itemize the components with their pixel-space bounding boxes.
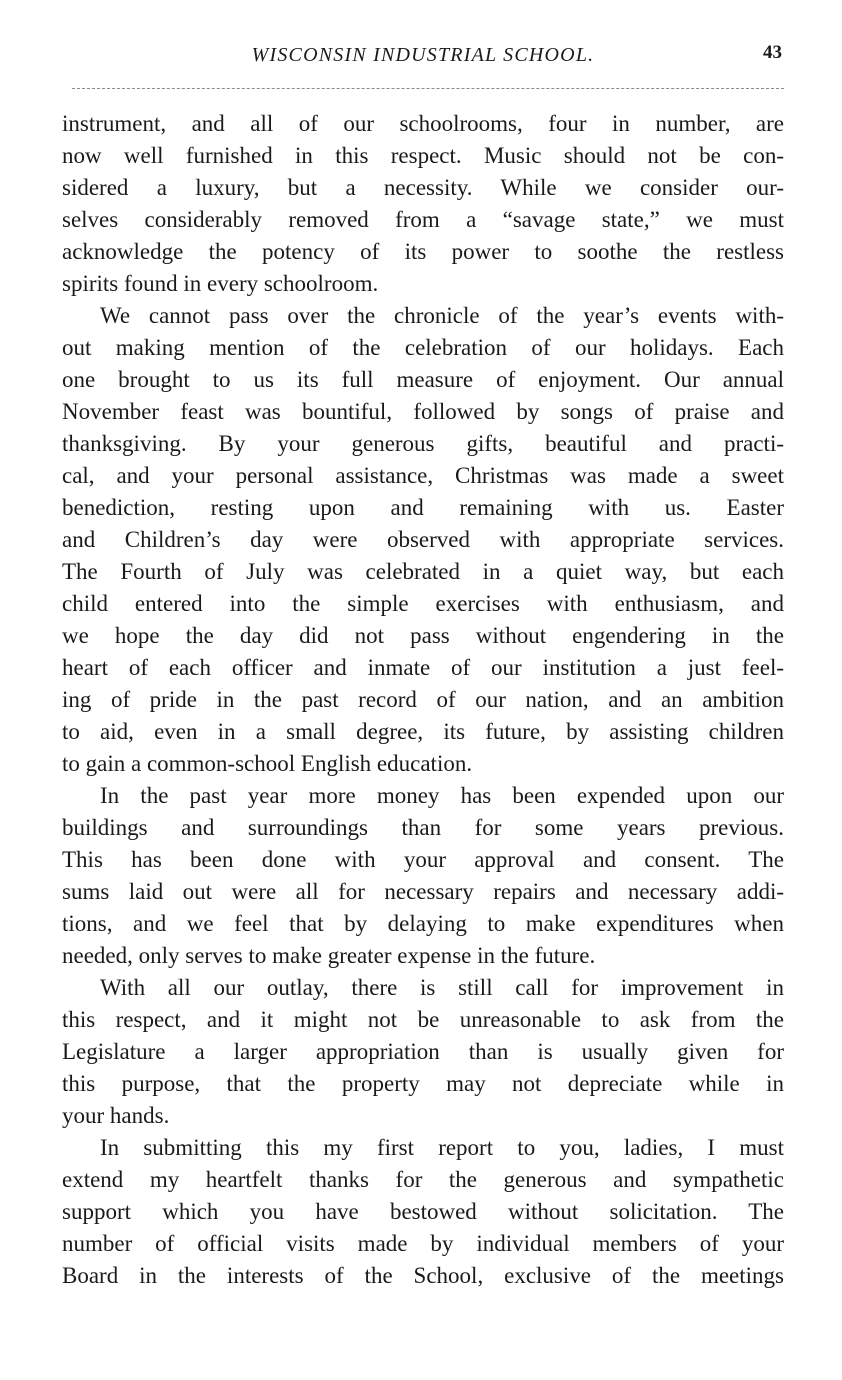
text-line: benediction, resting upon and remaining with us. Easter: [62, 495, 784, 520]
text-line: This has been done with your approval and consent. The: [62, 847, 784, 872]
page-number: 43: [763, 42, 782, 63]
text-line: thanksgiving. By your generous gifts, beautiful and practi-: [62, 431, 784, 456]
text-line: Board in the interests of the School, exclusive of the meetings: [62, 1263, 784, 1288]
text-line: In the past year more money has been expended upon our: [100, 783, 784, 808]
text-line: support which you have bestowed without solicitation. The: [62, 1199, 784, 1224]
text-line: this purpose, that the property may not depreciate while in: [62, 1071, 784, 1096]
text-line: heart of each officer and inmate of our institution a just feel-: [62, 655, 784, 680]
header-rule: [72, 88, 784, 89]
text-line: With all our outlay, there is still call for improvement in: [100, 975, 784, 1000]
text-line: acknowledge the potency of its power to soothe the restless: [62, 239, 784, 264]
text-line: to gain a common-school English education.: [62, 751, 473, 776]
text-line: sums laid out were all for necessary repairs and necessary addi-: [62, 879, 784, 904]
text-line: cal, and your personal assistance, Christmas was made a sweet: [62, 463, 784, 488]
text-line: ing of pride in the past record of our nation, and an ambition: [62, 687, 784, 712]
text-line: selves considerably removed from a “savage state,” we must: [62, 207, 784, 232]
text-line: instrument, and all of our schoolrooms, four in number, are: [62, 111, 784, 136]
text-line: and Children’s day were observed with appropriate services.: [62, 527, 784, 552]
text-line: sidered a luxury, but a necessity. While we consider our-: [62, 175, 784, 200]
text-line: The Fourth of July was celebrated in a quiet way, but each: [62, 559, 784, 584]
body-text: [62, 108, 784, 1292]
text-line: Legislature a larger appropriation than is usually given for: [62, 1039, 784, 1064]
text-line: we hope the day did not pass without engendering in the: [62, 623, 784, 648]
text-line: number of official visits made by individual members of your: [62, 1231, 784, 1256]
text-line: to aid, even in a small degree, its future, by assisting children: [62, 719, 784, 744]
text-line: tions, and we feel that by delaying to make expenditures when: [62, 911, 784, 936]
text-line: one brought to us its full measure of enjoyment. Our annual: [62, 367, 784, 392]
text-line: buildings and surroundings than for some years previous.: [62, 815, 784, 840]
text-line: needed, only serves to make greater expense in the future.: [62, 943, 596, 968]
running-title: WISCONSIN INDUSTRIAL SCHOOL.: [251, 44, 595, 66]
text-line: We cannot pass over the chronicle of the year’s events with-: [100, 303, 784, 328]
text-line: extend my heartfelt thanks for the generous and sympathetic: [62, 1167, 784, 1192]
text-line: out making mention of the celebration of our holidays. Each: [62, 335, 784, 360]
text-line: child entered into the simple exercises with enthusiasm, and: [62, 591, 784, 616]
text-line: In submitting this my first report to you, ladies, I must: [100, 1135, 784, 1160]
text-line: November feast was bountiful, followed by songs of praise and: [62, 399, 784, 424]
text-line: spirits found in every schoolroom.: [62, 271, 379, 296]
text-line: your hands.: [62, 1103, 170, 1128]
running-header: [62, 40, 784, 70]
text-line: now well furnished in this respect. Music should not be con-: [62, 143, 784, 168]
text-line: this respect, and it might not be unreasonable to ask from the: [62, 1007, 784, 1032]
